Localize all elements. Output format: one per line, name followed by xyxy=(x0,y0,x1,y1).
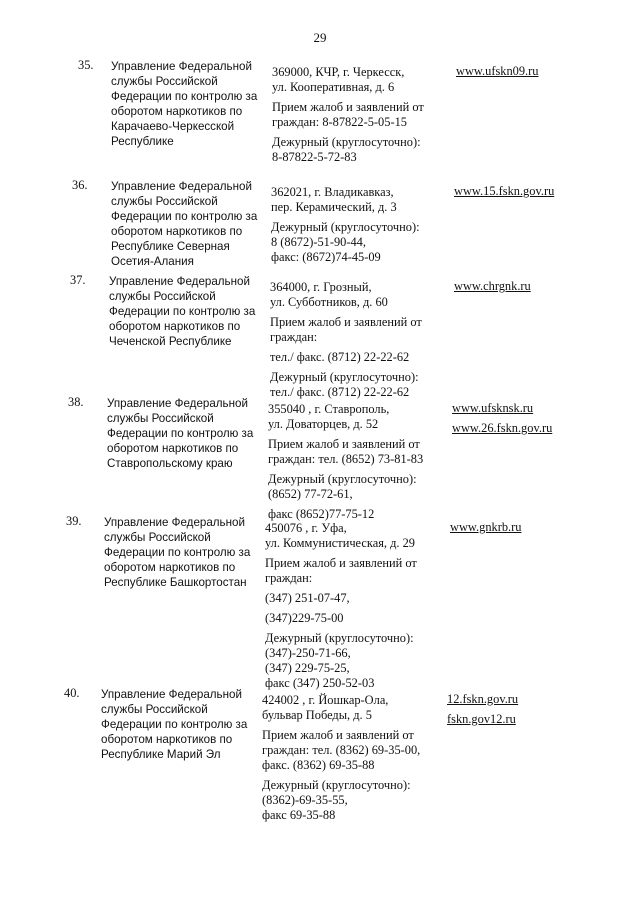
website-link[interactable]: www.26.fskn.gov.ru xyxy=(452,421,553,435)
contact-line: (347) 229-75-25, xyxy=(265,661,350,675)
contact-line: 362021, г. Владикавказ, xyxy=(271,185,394,199)
organization-line: Федерации по контролю за xyxy=(107,427,254,440)
contact-line: граждан: тел. (8362) 69-35-00, xyxy=(262,743,421,757)
contact-block xyxy=(271,185,446,215)
contact-line: (347) 251-07-47, xyxy=(265,591,350,605)
contact-block xyxy=(268,472,443,502)
entry-number: 38. xyxy=(68,395,84,409)
organization-line: Ставропольскому краю xyxy=(107,457,233,470)
contact-line: ул. Доваторцев, д. 52 xyxy=(268,417,379,431)
contact-line: факс (347) 250-52-03 xyxy=(265,676,375,690)
organization-name xyxy=(101,687,251,762)
contact-line: Дежурный (круглосуточно): xyxy=(265,631,414,645)
contact-details xyxy=(270,280,445,405)
contact-block xyxy=(272,100,447,130)
contact-line: тел./ факс. (8712) 22-22-62 xyxy=(270,385,410,399)
contact-line: Прием жалоб и заявлений от xyxy=(272,100,424,114)
website-links xyxy=(454,184,594,204)
contact-line: 369000, КЧР, г. Черкесск, xyxy=(272,65,405,79)
contact-line: граждан: 8-87822-5-05-15 xyxy=(272,115,407,129)
contact-line: Прием жалоб и заявлений от xyxy=(268,437,420,451)
contact-line: Дежурный (круглосуточно): xyxy=(270,370,419,384)
contact-line: 450076 , г. Уфа, xyxy=(265,521,347,535)
organization-line: Управление Федеральной xyxy=(109,275,250,288)
organization-line: службы Российской xyxy=(104,531,211,544)
organization-line: Управление Федеральной xyxy=(104,516,245,529)
contact-block xyxy=(272,135,447,165)
contact-line: 8 (8672)-51-90-44, xyxy=(271,235,366,249)
contact-line: факс 69-35-88 xyxy=(262,808,336,822)
organization-line: службы Российской xyxy=(109,290,216,303)
entry-number: 35. xyxy=(78,58,94,72)
website-links xyxy=(456,64,596,84)
organization-line: Федерации по контролю за xyxy=(104,546,251,559)
organization-line: Федерации по контролю за xyxy=(109,305,256,318)
contact-block xyxy=(268,507,443,522)
organization-line: Федерации по контролю за xyxy=(101,718,248,731)
contact-block xyxy=(268,402,443,432)
contact-line: (8652) 77-72-61, xyxy=(268,487,353,501)
organization-line: службы Российской xyxy=(101,703,208,716)
organization-name xyxy=(109,274,259,349)
organization-name xyxy=(111,179,261,269)
website-link[interactable]: www.chrgnk.ru xyxy=(454,279,531,293)
page-number: 29 xyxy=(313,30,327,45)
contact-block xyxy=(270,280,445,310)
contact-line: граждан: xyxy=(270,330,318,344)
website-link[interactable]: 12.fskn.gov.ru xyxy=(447,692,519,706)
contact-line: 8-87822-5-72-83 xyxy=(272,150,357,164)
contact-line: факс (8652)77-75-12 xyxy=(268,507,375,521)
contact-block xyxy=(270,370,445,400)
contact-details xyxy=(265,521,440,696)
organization-line: Республике Северная xyxy=(111,240,230,253)
contact-block xyxy=(270,350,445,365)
contact-block xyxy=(265,556,440,586)
contact-block xyxy=(271,220,446,265)
website-link[interactable]: www.gnkrb.ru xyxy=(450,520,522,534)
contact-line: ул. Субботников, д. 60 xyxy=(270,295,388,309)
contact-line: 364000, г. Грозный, xyxy=(270,280,372,294)
website-link[interactable]: www.15.fskn.gov.ru xyxy=(454,184,555,198)
organization-name xyxy=(107,396,257,471)
organization-line: Управление Федеральной xyxy=(101,688,242,701)
organization-line: оборотом наркотиков по xyxy=(107,442,239,455)
contact-block xyxy=(272,65,447,95)
organization-line: оборотом наркотиков по xyxy=(111,105,243,118)
contact-block xyxy=(265,631,440,691)
organization-line: службы Российской xyxy=(111,195,218,208)
contact-block xyxy=(265,521,440,551)
contact-line: граждан: xyxy=(265,571,313,585)
contact-block xyxy=(262,778,437,823)
organization-line: Республике Марий Эл xyxy=(101,748,221,761)
website-links xyxy=(452,401,592,441)
contact-line: Прием жалоб и заявлений от xyxy=(270,315,422,329)
organization-line: службы Российской xyxy=(111,75,218,88)
contact-line: факс: (8672)74-45-09 xyxy=(271,250,381,264)
organization-line: оборотом наркотиков по xyxy=(111,225,243,238)
organization-line: Осетия-Алания xyxy=(111,255,194,268)
organization-line: Чеченской Республике xyxy=(109,335,232,348)
organization-line: оборотом наркотиков по xyxy=(101,733,233,746)
website-links xyxy=(447,692,587,732)
contact-details xyxy=(272,65,447,170)
contact-line: Прием жалоб и заявлений от xyxy=(262,728,414,742)
website-links xyxy=(450,520,590,540)
organization-line: Федерации по контролю за xyxy=(111,90,258,103)
organization-line: оборотом наркотиков по xyxy=(104,561,236,574)
organization-line: службы Российской xyxy=(107,412,214,425)
organization-line: Республике Башкортостан xyxy=(104,576,247,589)
contact-details xyxy=(271,185,446,270)
organization-name xyxy=(104,515,254,590)
entry-number: 40. xyxy=(64,686,80,700)
website-links xyxy=(454,279,594,299)
contact-line: ул. Коммунистическая, д. 29 xyxy=(265,536,415,550)
contact-line: Дежурный (круглосуточно): xyxy=(262,778,411,792)
organization-line: Федерации по контролю за xyxy=(111,210,258,223)
contact-block xyxy=(268,437,443,467)
organization-line: Управление Федеральной xyxy=(111,60,252,73)
entry-number: 36. xyxy=(72,178,88,192)
contact-details xyxy=(268,402,443,527)
contact-block xyxy=(265,611,440,626)
contact-line: Прием жалоб и заявлений от xyxy=(265,556,417,570)
website-link[interactable]: fskn.gov12.ru xyxy=(447,712,516,726)
contact-line: ул. Кооперативная, д. 6 xyxy=(272,80,395,94)
entry-number: 37. xyxy=(70,273,86,287)
organization-line: Карачаево-Черкесской xyxy=(111,120,235,133)
organization-line: Управление Федеральной xyxy=(107,397,248,410)
contact-line: тел./ факс. (8712) 22-22-62 xyxy=(270,350,410,364)
contact-line: 424002 , г. Йошкар-Ола, xyxy=(262,693,389,707)
contact-line: (347)229-75-00 xyxy=(265,611,344,625)
organization-line: Республике xyxy=(111,135,174,148)
contact-block xyxy=(265,591,440,606)
contact-details xyxy=(262,693,437,828)
contact-line: Дежурный (круглосуточно): xyxy=(272,135,421,149)
organization-line: Управление Федеральной xyxy=(111,180,252,193)
contact-line: Дежурный (круглосуточно): xyxy=(268,472,417,486)
contact-line: факс. (8362) 69-35-88 xyxy=(262,758,375,772)
contact-line: 355040 , г. Ставрополь, xyxy=(268,402,390,416)
contact-line: (8362)-69-35-55, xyxy=(262,793,348,807)
website-link[interactable]: www.ufsknsk.ru xyxy=(452,401,534,415)
website-link[interactable]: www.ufskn09.ru xyxy=(456,64,539,78)
organization-name xyxy=(111,59,261,149)
contact-block xyxy=(262,693,437,723)
contact-line: пер. Керамический, д. 3 xyxy=(271,200,397,214)
contact-block xyxy=(262,728,437,773)
contact-block xyxy=(270,315,445,345)
contact-line: граждан: тел. (8652) 73-81-83 xyxy=(268,452,424,466)
contact-line: Дежурный (круглосуточно): xyxy=(271,220,420,234)
contact-line: бульвар Победы, д. 5 xyxy=(262,708,372,722)
entry-number: 39. xyxy=(66,514,82,528)
organization-line: оборотом наркотиков по xyxy=(109,320,241,333)
contact-line: (347)-250-71-66, xyxy=(265,646,351,660)
